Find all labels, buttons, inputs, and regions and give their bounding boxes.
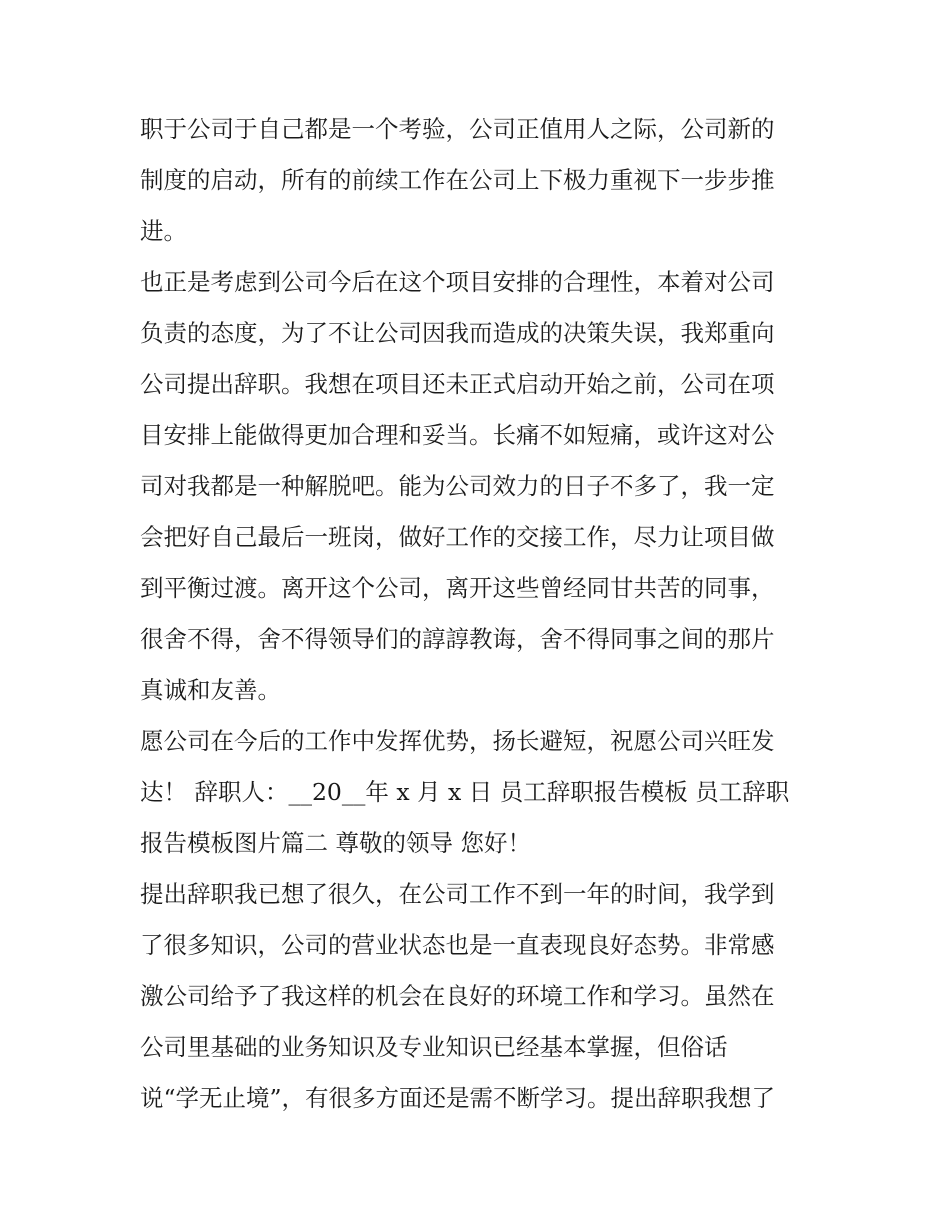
text-line: 职于公司于自己都是一个考验，公司正值用人之际，公司新的	[140, 115, 775, 143]
text-line: 报告模板图片篇二 尊敬的领导 您好！	[140, 829, 531, 857]
text-line: 制度的启动，所有的前续工作在公司上下极力重视下一步步推	[140, 166, 775, 194]
text-line: 真诚和友善。	[140, 676, 281, 704]
text-line: 激公司给予了我这样的机会在良好的环境工作和学习。虽然在	[140, 982, 775, 1010]
text-line: 说“学无止境”，有很多方面还是需不断学习。提出辞职我想了	[140, 1084, 776, 1112]
text-line: 公司提出辞职。我想在项目还未正式启动开始之前，公司在项	[140, 370, 775, 398]
text-line: 会把好自己最后一班岗，做好工作的交接工作，尽力让项目做	[140, 523, 775, 551]
text-line: 进。	[140, 217, 187, 245]
text-line: 很舍不得，舍不得领导们的諄諄教诲，舍不得同事之间的那片	[140, 625, 775, 653]
text-line: 也正是考虑到公司今后在这个项目安排的合理性，本着对公司	[140, 268, 775, 296]
text-line: 司对我都是一种解脱吧。能为公司效力的日子不多了，我一定	[140, 472, 775, 500]
text-line: 到平衡过渡。离开这个公司，离开这些曾经同甘共苦的同事，	[140, 574, 775, 602]
text-line: 达！ 辞职人：__20__年 x 月 x 日 员工辞职报告模板 员工辞职	[140, 778, 790, 806]
text-line: 提出辞职我已想了很久，在公司工作不到一年的时间，我学到	[140, 880, 775, 908]
document-body	[140, 104, 820, 1124]
text-line: 愿公司在今后的工作中发挥优势，扬长避短，祝愿公司兴旺发	[140, 727, 775, 755]
text-line: 了很多知识，公司的营业状态也是一直表现良好态势。非常感	[140, 931, 775, 959]
text-line: 目安排上能做得更加合理和妥当。长痛不如短痛，或许这对公	[140, 421, 775, 449]
text-line: 公司里基础的业务知识及专业知识已经基本掌握，但俗话	[140, 1033, 728, 1061]
text-line: 负责的态度，为了不让公司因我而造成的决策失误，我郑重向	[140, 319, 775, 347]
